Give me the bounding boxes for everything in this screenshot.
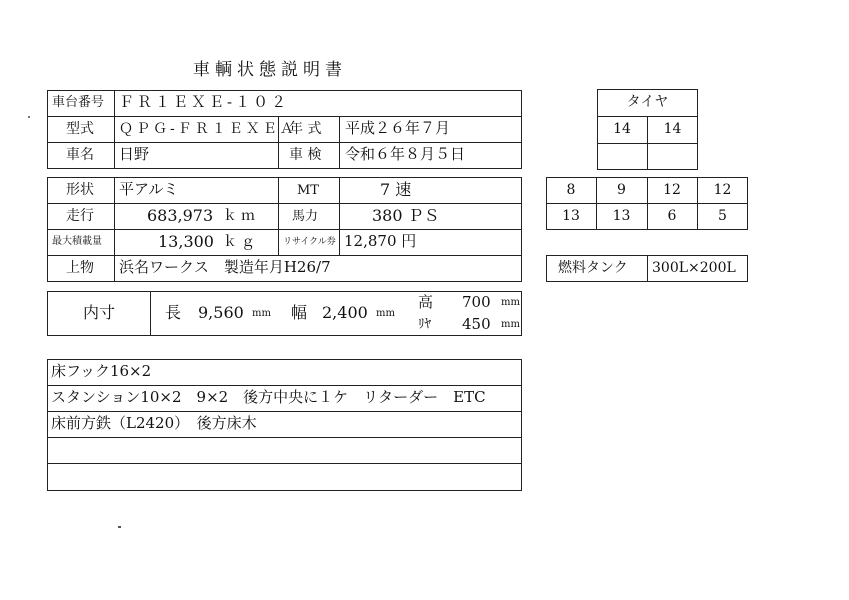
rear-unit: mm [501, 319, 520, 330]
width-label: 幅 [291, 303, 308, 322]
dimensions-table [47, 291, 522, 336]
body-value: 浜名ワークス 製造年月H26/7 [119, 258, 331, 276]
name-value: 日野 [119, 145, 150, 163]
note-row: 床前方鉄（L2420） 後方床木 [51, 414, 257, 432]
shape-value: 平アルミ [119, 180, 179, 198]
height-label: 高 [418, 293, 434, 311]
power-label: 馬力 [292, 209, 319, 224]
dimensions-label: 内寸 [83, 303, 116, 322]
tire-rear-value: 12 [663, 182, 681, 198]
document-title: 車輌状態説明書 [193, 60, 347, 80]
model-label: 型式 [66, 121, 94, 137]
tire-rear-value: 13 [562, 208, 580, 224]
tire-front-value: 14 [613, 121, 631, 137]
mileage-unit: ｋｍ [223, 208, 259, 224]
mt-label: MT [297, 183, 319, 198]
fuel-tank-label: 燃料タンク [558, 260, 628, 276]
recycle-label: リサイクル券 [283, 237, 336, 247]
tire-rear-value: 9 [617, 182, 626, 198]
name-label: 車名 [66, 147, 94, 163]
length-unit: mm [252, 308, 271, 319]
year-label: 年 式 [289, 121, 322, 137]
rear-label: ﾘﾔ [418, 317, 431, 332]
year-value: 平成２６年７月 [345, 119, 451, 137]
body-label: 上物 [66, 260, 94, 276]
tire-rear-value: 8 [566, 182, 576, 198]
mt-value: 7 速 [380, 180, 412, 199]
rear-value: 450 [462, 315, 491, 333]
capacity-label: 最大積載量 [52, 236, 102, 247]
note-row: 床フック16×2 [51, 362, 152, 380]
width-value: 2,400 [322, 303, 368, 322]
chassis-number: ＦＲ１ＥＸＥ-１０２ [119, 93, 290, 111]
note-row: スタンション10×2 9×2 後方中央に１ケ リターダー ETC [51, 388, 486, 406]
capacity-unit: ｋｇ [223, 234, 259, 250]
inspection-label: 車 検 [289, 147, 322, 163]
height-unit: mm [501, 297, 520, 308]
model-value: ＱＰＧ-ＦＲ１ＥＸＥＡ [119, 121, 297, 137]
width-unit: mm [376, 308, 395, 319]
power-value: 380 ＰＳ [372, 206, 440, 225]
mileage-value: 683,973 [147, 206, 214, 225]
tire-rear-value: 5 [718, 208, 727, 224]
scan-speck [118, 526, 121, 528]
fuel-tank-value: 300L×200L [652, 260, 736, 276]
length-label: 長 [165, 303, 182, 322]
height-value: 700 [462, 293, 491, 311]
tire-front-value: 14 [663, 121, 682, 137]
tire-rear-value: 13 [612, 208, 631, 224]
inspection-value: 令和６年８月５日 [345, 145, 466, 163]
tire-label: タイヤ [626, 94, 669, 110]
shape-label: 形状 [66, 182, 94, 198]
capacity-value: 13,300 [158, 232, 214, 251]
tire-rear-value: 6 [667, 208, 677, 224]
recycle-value: 12,870 円 [344, 232, 417, 250]
tire-rear-value: 12 [713, 182, 732, 198]
scan-speck [28, 116, 30, 118]
mileage-label: 走行 [66, 208, 94, 224]
length-value: 9,560 [198, 303, 244, 322]
chassis-label: 車台番号 [52, 95, 105, 110]
